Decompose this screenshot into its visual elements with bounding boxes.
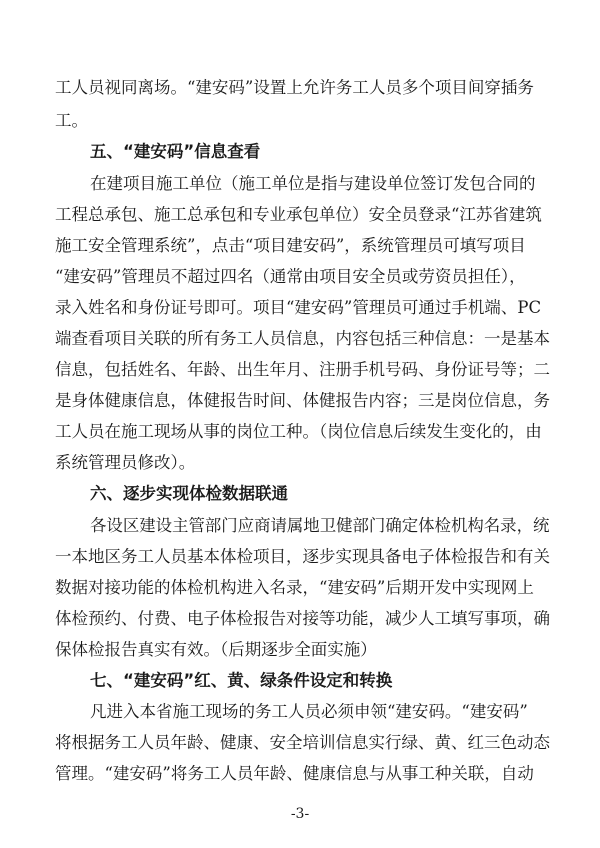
body-line: 是身体健康信息，体健报告时间、体健报告内容；三是岗位信息，务	[55, 391, 550, 410]
body-line: “建安码”管理员不超过四名（通常由项目安全员或劳资员担任），	[55, 267, 526, 286]
body-line: 数据对接功能的体检机构进入名录，“建安码”后期开发中实现网上	[55, 578, 534, 597]
body-line: 一本地区务工人员基本体检项目，逐步实现具备电子体检报告和有关	[55, 547, 550, 566]
body-line: 将根据务工人员年龄、健康、安全培训信息实行绿、黄、红三色动态	[55, 733, 550, 752]
body-line: 工。	[55, 111, 88, 130]
section-heading: 七、“建安码”红、黄、绿条件设定和转换	[90, 671, 393, 690]
body-line: 信息，包括姓名、年龄、出生年月、注册手机号码、身份证号等；二	[55, 360, 550, 379]
body-line: 在建项目施工单位（施工单位是指与建设单位签订发包合同的	[90, 174, 536, 193]
body-line: 工人员视同离场。“建安码”设置上允许务工人员多个项目间穿插务	[55, 78, 534, 97]
body-line: 凡进入本省施工现场的务工人员必须申领“建安码。“建安码”	[90, 702, 528, 721]
page-number: -3-	[290, 806, 310, 822]
body-line: 工程总承包、施工总承包和专业承包单位）安全员登录“江苏省建筑	[55, 205, 542, 224]
body-line: 端查看项目关联的所有务工人员信息，内容包括三种信息：一是基本	[55, 329, 550, 348]
body-line: 保体检报告真实有效。（后期逐步全面实施）	[55, 640, 377, 659]
section-heading: 六、逐步实现体检数据联通	[90, 484, 288, 503]
body-line: 各设区建设主管部门应商请属地卫健部门确定体检机构名录，统	[90, 516, 550, 535]
body-line: 管理。“建安码”将务工人员年龄、健康信息与从事工种关联，自动	[55, 764, 534, 783]
body-line: 体检预约、付费、电子体检报告对接等功能，减少人工填写事项，确	[55, 609, 550, 628]
body-line: 系统管理员修改）。	[55, 453, 196, 472]
section-heading: 五、“建安码”信息查看	[90, 142, 261, 161]
body-line: 工人员在施工现场从事的岗位工种。（岗位信息后续发生变化的，由	[55, 422, 542, 441]
body-line: 施工安全管理系统”，点击“项目建安码”，系统管理员可填写项目	[55, 236, 526, 255]
body-line: 录入姓名和身份证号即可。项目“建安码”管理员可通过手机端、PC	[55, 298, 542, 317]
